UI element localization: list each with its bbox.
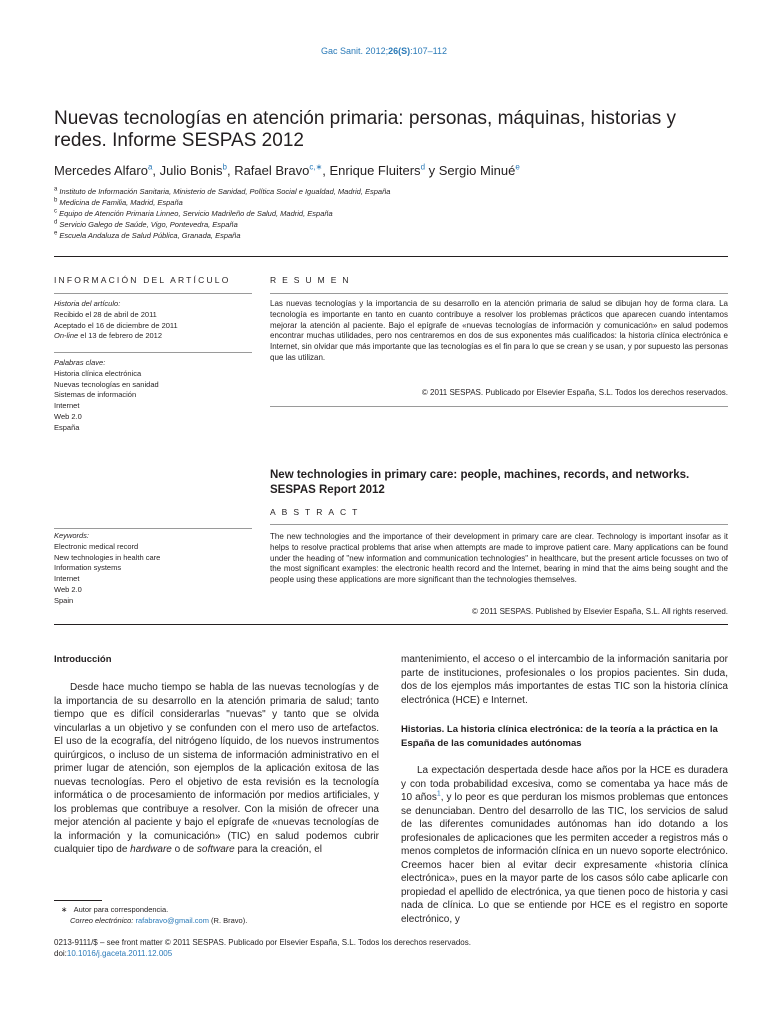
affiliation-item: [54, 186, 734, 197]
info-divider: [54, 293, 252, 294]
journal-pages: :107–112: [410, 46, 447, 56]
footnote-divider: [54, 900, 102, 901]
article-info-heading: INFORMACIÓN DEL ARTÍCULO: [54, 275, 231, 285]
author-affiliation-marker[interactable]: e: [515, 162, 520, 172]
footnote-email-link[interactable]: rafabravo@gmail.com: [135, 916, 209, 925]
keywords-es-label: Palabras clave:: [54, 358, 106, 367]
right-text-a: La expectación despertada desde hace años por la HCE es duradera y con toda probabilidad excesiva, como se comentaba ya hace más de 10 años: [401, 765, 728, 803]
online-date: [54, 331, 254, 342]
keyword-item: Historia clínica electrónica: [54, 368, 142, 378]
history-label: Historia del artículo:: [54, 299, 121, 308]
keyword-item: Spain: [54, 595, 74, 605]
author-name: Enrique Fluiters: [329, 163, 421, 178]
affiliation-item: [54, 219, 734, 230]
front-matter: [54, 937, 734, 959]
journal-volume: 26(S): [388, 46, 411, 56]
affiliation-item: [54, 230, 734, 241]
accepted-date: Aceptado el 16 de diciembre de 2011: [54, 320, 178, 330]
intro-paragraph: [54, 681, 379, 857]
right-paragraph-0: mantenimiento, el acceso o el intercambio de la información sanitaria por parte de instituciones, profesionales o los propios pacientes. Sin duda, dos de los ejemplos más importantes de estas TIC son la historia clínica electrónica (HCE) e Internet.: [401, 654, 728, 706]
author-name: Mercedes Alfaro: [54, 163, 148, 178]
author-affiliation-marker[interactable]: c,∗: [309, 162, 323, 172]
section2-heading: Historias. La historia clínica electrónica: de la teoría a la práctica en la España de las comunidades autónomas: [401, 724, 718, 749]
keyword-item: España: [54, 422, 80, 432]
keywords-en-divider: [54, 528, 252, 529]
article-title: Nuevas tecnologías en atención primaria: personas, máquinas, historias y redes. Informe SESPAS 2012: [54, 108, 677, 151]
affiliation-marker: e: [54, 230, 58, 237]
author-affiliation-marker[interactable]: a: [147, 162, 153, 172]
author-separator: y: [425, 163, 439, 178]
affiliation-marker: c: [54, 208, 57, 215]
author-separator: ,: [226, 163, 235, 178]
journal-prefix: Gac Sanit. 2012;: [321, 46, 389, 56]
received-date: Recibido el 28 de abril de 2011: [54, 309, 157, 319]
author-affiliation-marker[interactable]: b: [222, 162, 227, 172]
resumen-divider: [270, 293, 728, 294]
history-divider: [54, 352, 252, 353]
abstract-divider: [270, 524, 728, 525]
affiliation-item: [54, 197, 734, 208]
intro-text-c: para la creación, el: [234, 844, 322, 855]
online-label: On-line: [54, 331, 79, 341]
resumen-copyright: © 2011 SESPAS. Publicado por Elsevier España, S.L. Todos los derechos reservados.: [421, 388, 728, 397]
abstract-copyright: © 2011 SESPAS. Published by Elsevier España, S.L. All rights reserved.: [472, 607, 728, 616]
keyword-item: New technologies in health care: [54, 552, 161, 562]
affiliation-marker: b: [54, 197, 58, 204]
doi-line: [54, 948, 734, 959]
resumen-text: Las nuevas tecnologías y la importancia de su desarrollo en la atención primaria de salud se dibujan hoy de forma clara. La tecnología es importante en tanto en cuanto contribuye a resolver los problemas prácticos que aparecen cuando intentamos mejorar la atención al paciente. Bajo el epígrafe de «nuevas tecnologías de información y comunicación» en salud podemos encontrar muchas utilidades, pero nos centraremos en dos de sus exponentes más cualificados: la historia clínica electrónica e Internet, sin olvidar que más importante que las tecnologías es el fin para lo que se crean y se usan, y por supuesto las personas que las utilizan.: [270, 299, 728, 362]
doi-link[interactable]: 10.1016/j.gaceta.2011.12.005: [66, 949, 173, 958]
author-name: Julio Bonis: [159, 163, 223, 178]
affiliation-item: [54, 208, 734, 219]
keyword-item: Internet: [54, 401, 80, 411]
keyword-item: Sistemas de información: [54, 390, 137, 400]
author-affiliation-marker[interactable]: d: [420, 162, 426, 172]
intro-text-a: Desde hace mucho tiempo se habla de las nuevas tecnologías y de la importancia de su desarrollo en la atención primaria de salud; tanto tiempo que es difícil considerarlas "nuevas" y tanto que se olvida vincularlas a un objetivo y se confunden con el mero uso de artefactos. El uso de la ecografía, del nitrógeno líquido, de los nuevos instrumentos quirúrgicos, o incluso de un sistema de información administrativo en el primer lugar de atención, son ejemplos de la aplicación exitosa de las nuevas tecnologías. Pero el objetivo de esta revisión es la tecnología informática o de procesamiento de información por medios artificiales, y los problemas que contribuye a resolver. Con la misión de ofrecer una mejor atención al paciente y bajo el epígrafe de «nuevas tecnologías de la información y la comunicación» (TIC) en salud podemos cubrir cualquier tipo de: [54, 682, 379, 855]
footnote-email-label: Correo electrónico:: [70, 916, 134, 925]
affiliation-list: [54, 186, 734, 241]
keywords-es-list: [54, 369, 254, 434]
keyword-item: Nuevas tecnologías en sanidad: [54, 379, 159, 389]
online-date-value: el 13 de febrero de 2012: [78, 331, 163, 341]
author-name: Sergio Minué: [438, 163, 516, 178]
author-name: Rafael Bravo: [234, 163, 310, 178]
affiliation-marker: a: [54, 186, 58, 193]
abstract-text: The new technologies and the importance of their development in primary care are clear. Technology is important insofar as it helps to resolve practical problems that arise when attempts are made to improve patient care. Many applications can be found under the heading of "new information and communication technologies" in healthcare, but the present article focusses on two of the most significant examples: the electronic health record and the Internet, bearing in mind that the aims being sought and the people using these applications are more significant than the technologies themselves.: [270, 532, 728, 585]
keyword-item: Internet: [54, 574, 80, 584]
affiliation-text: Escuela Andaluza de Salud Pública, Granada, España: [57, 231, 241, 240]
keyword-item: Information systems: [54, 563, 122, 573]
intro-hardware: hardware: [130, 844, 172, 855]
footnote-marker: ∗: [61, 905, 68, 914]
header-divider: [54, 256, 728, 257]
doi-label: doi:: [54, 949, 67, 958]
author-list: [54, 163, 734, 178]
intro-text-b: o de: [171, 844, 197, 855]
footnote-correspondence-line: [54, 904, 384, 915]
affiliation-text: Medicina de Familia, Madrid, España: [57, 198, 183, 207]
footnote: [54, 904, 384, 926]
citation-ref-1[interactable]: 1: [436, 790, 441, 798]
author-separator: ,: [152, 163, 160, 178]
affiliation-text: Servicio Galego de Saúde, Vigo, Pontevedra, España: [57, 220, 238, 229]
journal-citation: [0, 46, 768, 56]
keyword-item: Electronic medical record: [54, 541, 139, 551]
english-title: New technologies in primary care: people, machines, records, and networks. SESPAS Report 2012: [270, 469, 690, 496]
keyword-item: Web 2.0: [54, 411, 82, 421]
right-paragraph-1: [401, 764, 728, 926]
intro-software: software: [196, 844, 235, 855]
affiliation-text: Equipo de Atención Primaria Linneo, Servicio Madrileño de Salud, Madrid, España: [57, 209, 333, 218]
abstract-heading: ABSTRACT: [270, 507, 364, 517]
footnote-email-line: [54, 915, 384, 926]
affiliation-text: Instituto de Información Sanitaria, Ministerio de Sanidad, Política Social e Igualdad, Madrid, España: [57, 187, 391, 196]
keywords-en-label: Keywords:: [54, 531, 90, 540]
front-matter-line: 0213-9111/$ – see front matter © 2011 SESPAS. Publicado por Elsevier España, S.L. Todos los derechos reservados.: [54, 938, 471, 947]
keywords-en: [54, 531, 254, 607]
affiliation-marker: d: [54, 219, 58, 226]
keywords-es: [54, 358, 254, 434]
abstract-end-divider: [54, 624, 728, 625]
right-text-b: , y lo peor es que perduran los mismos problemas que entonces se denunciaban. Dentro del desarrollo de las TIC, los servicios de salud de las diferentes comunidades autónomas han ido dotando a los profesionales de aplicaciones que les permiten acceder a registros más o menos completos de información clínica en un nuevo soporte electrónico. Creemos hacer bien al evitar decir expresamente «historia clínica electrónica», pues en la mayor parte de los casos sólo cabe aplicarle con propiedad el apellido de electrónica, ya que tienen poco de historia y casi nada de clínica. Lo que se entiende por HCE es el registro en soporte electrónico, y: [401, 792, 728, 925]
keyword-item: Web 2.0: [54, 584, 82, 594]
author-separator: ,: [322, 163, 330, 178]
article-history: [54, 299, 254, 342]
intro-heading: Introducción: [54, 654, 112, 665]
footnote-email-suffix: (R. Bravo).: [208, 916, 248, 925]
resumen-end-divider: [270, 406, 728, 407]
footnote-correspondence: Autor para correspondencia.: [73, 905, 169, 914]
keywords-en-list: [54, 542, 254, 607]
resumen-heading: RESUMEN: [270, 275, 355, 285]
